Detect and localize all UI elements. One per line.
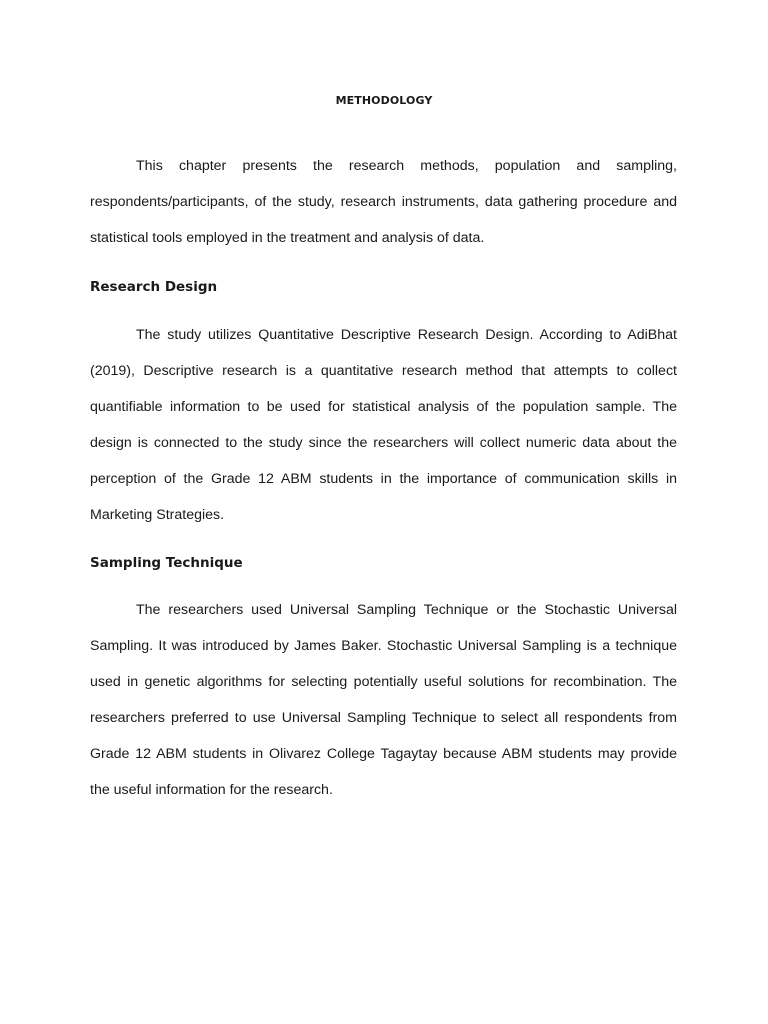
research-design-paragraph: The study utilizes Quantitative Descriptive Research Design. According to AdiBhat (2019), Descriptive research is a quantitative research method that attempts to collect quantifiable information to be used for statistical analysis of the population sample. The design is connected to the study since the researchers will collect numeric data about the perception of the Grade 12 ABM students in the importance of communication skills in Marketing Strategies. <box>90 327 677 523</box>
intro-paragraph: This chapter presents the research methods, population and sampling, respondents/participants, of the study, research instruments, data gathering procedure and statistical tools employed in the treatment and analysis of data. <box>90 158 677 246</box>
sampling-technique-paragraph: The researchers used Universal Sampling Technique or the Stochastic Universal Sampling. It was introduced by James Baker. Stochastic Universal Sampling is a technique used in genetic algorithms for selecting potentially useful solutions for recombination. The researchers preferred to use Universal Sampling Technique to select all respondents from Grade 12 ABM students in Olivarez College Tagaytay because ABM students may provide the useful information for the research. <box>90 602 677 798</box>
section-heading-sampling-technique: Sampling Technique <box>90 555 243 571</box>
page-title: METHODOLOGY <box>335 94 433 107</box>
section-heading-research-design: Research Design <box>90 279 218 295</box>
